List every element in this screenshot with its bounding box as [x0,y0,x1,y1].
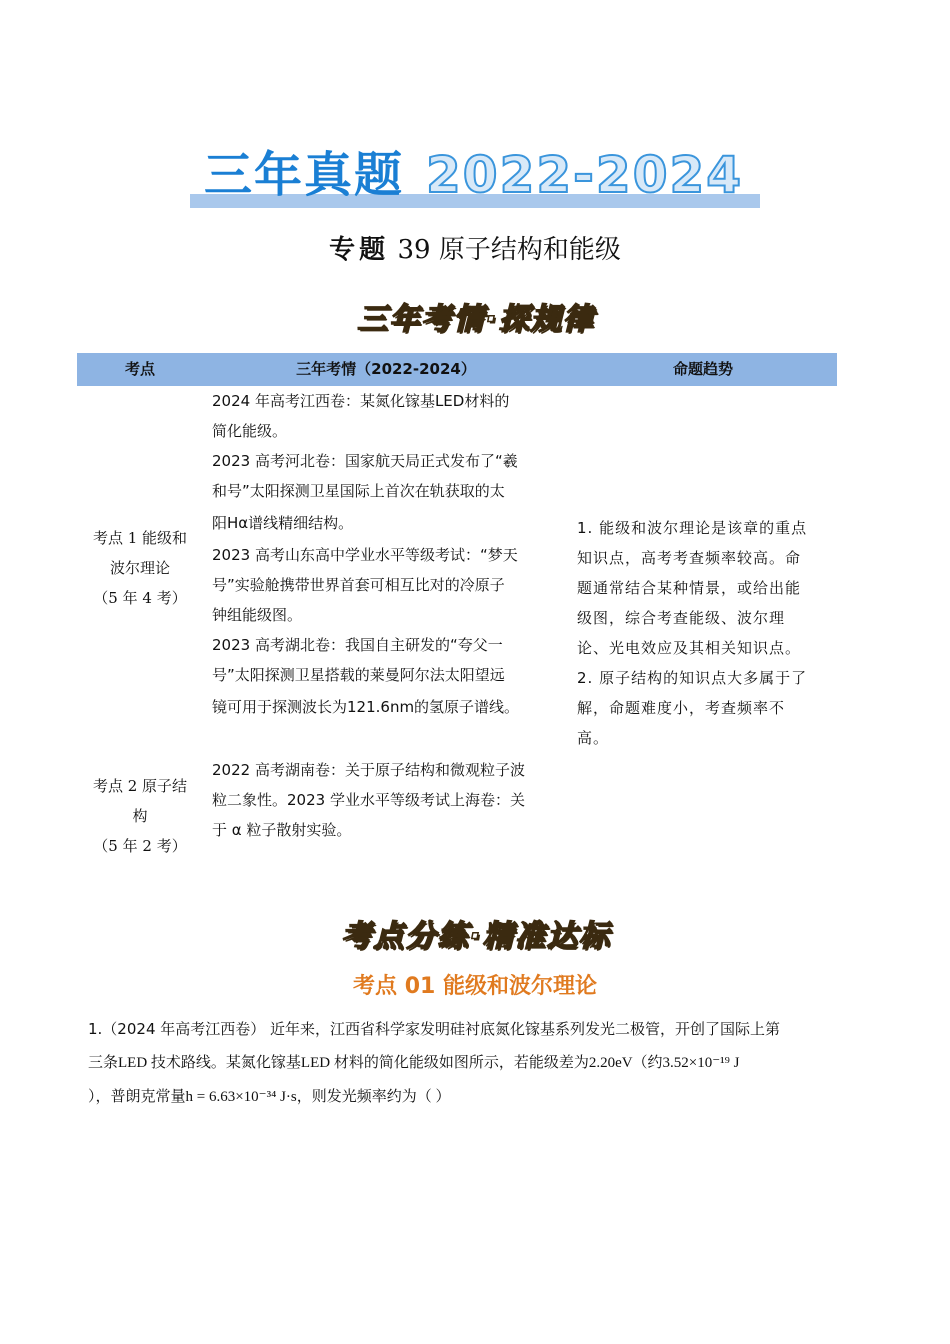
question-1 [88,1012,868,1114]
history-line: 号”实验舱携带世界首套可相互比对的冷原子 [212,576,505,594]
history-line: 2024 年高考江西卷：某氮化镓基LED材料的 [212,392,510,410]
row2-point-line: 考点 2 原子结 [92,777,188,795]
history-line: 2022 高考湖南卷：关于原子结构和微观粒子波 [212,761,525,779]
question-line: 三条LED 技术路线。某氮化镓基LED 材料的简化能级如图所示，若能级差为2.20eV（约3.52×10⁻¹⁹ J [88,1055,740,1071]
table-header [77,353,837,386]
header-point: 考点 [124,360,155,378]
row1-history [212,386,554,724]
row1-point-line: 波尔理论 [109,559,170,577]
topic-number: 39 [397,235,431,265]
trend-line: 知识点，高考考查频率较高。命 [577,549,802,567]
trend-line: 级图，综合考查能级、波尔理 [577,609,786,627]
section-ribbon-trends: 三年考情·探规律 [357,302,595,337]
trend-line: 解，命题难度小，考查频率不 [577,699,786,717]
trend-text [577,513,829,753]
section-ribbon-practice: 考点分练·精准达标 [341,919,611,954]
history-line: 2023 高考湖北卷：我国自主研发的“夸父一 [212,636,503,654]
banner-title-cn: 三年真题 [204,147,405,203]
history-line: 2023 高考河北卷：国家航天局正式发布了“羲 [212,452,518,470]
history-line: 于 α 粒子散射实验。 [212,821,352,839]
row2-point-line: （5 年 2 考） [93,837,187,855]
topic-prefix: 专题 [329,235,390,265]
banner-title-years: 2022-2024 [426,146,744,204]
row1-point [77,523,203,613]
history-line: 阳Hα谱线精细结构。 [212,514,354,532]
page-banner [190,146,760,208]
question-line: ），普朗克常量h = 6.63×10⁻³⁴ J·s，则发光频率约为（ ） [88,1089,451,1105]
question-line: 1.（2024 年高考江西卷） 近年来，江西省科学家发明硅衬底氮化镓基系列发光二极管，开创了国际上第 [88,1020,781,1038]
section-title: 考点 01 能级和波尔理论 [353,974,597,999]
trend-line: 高。 [577,729,610,747]
history-line: 2023 高考山东高中学业水平等级考试：“梦天 [212,546,518,564]
row1-point-line: （5 年 4 考） [93,589,187,607]
topic-name: 原子结构和能级 [438,235,621,265]
row2-history [212,755,554,845]
history-line: 钟组能级图。 [212,606,303,624]
trend-line: 论、光电效应及其相关知识点。 [577,639,802,657]
history-line: 和号”太阳探测卫星国际上首次在轨获取的太 [212,482,505,500]
history-line: 粒二象性。2023 学业水平等级考试上海卷：关 [212,791,525,809]
history-line: 简化能级。 [212,422,288,440]
row2-point [77,771,203,861]
trend-line: 2. 原子结构的知识点大多属于了 [577,669,808,687]
header-history: 三年考情（2022-2024） [296,360,476,378]
history-line: 镜可用于探测波长为121.6nm的氢原子谱线。 [212,698,520,716]
header-trend: 命题趋势 [672,360,733,378]
row1-point-line: 考点 1 能级和 [92,529,188,547]
trend-line: 1. 能级和波尔理论是该章的重点 [577,519,808,537]
row2-point-line: 构 [132,807,148,825]
history-line: 号”太阳探测卫星搭载的莱曼阿尔法太阳望远 [212,666,505,684]
trend-line: 题通常结合某种情景，或给出能 [577,579,802,597]
topic-title [0,232,950,268]
